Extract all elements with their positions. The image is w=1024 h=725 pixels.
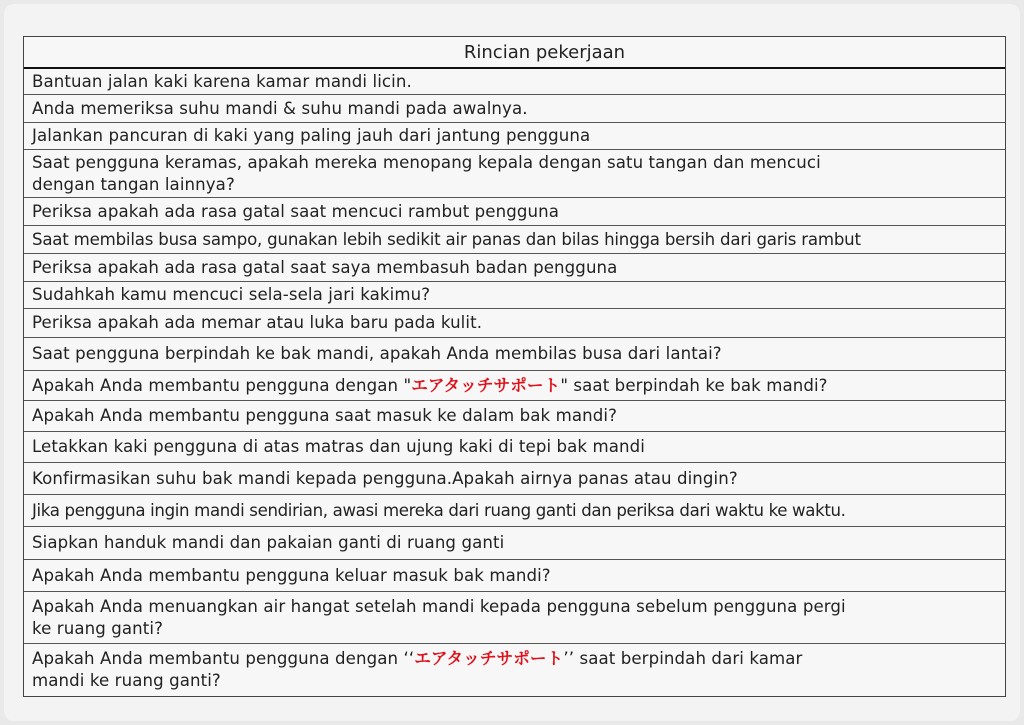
table-row xyxy=(24,282,1005,309)
row-text: Konfirmasikan suhu bak mandi kepada pengguna.Apakah airnya panas atau dingin? xyxy=(32,468,738,488)
table-row xyxy=(24,495,1005,527)
table-row xyxy=(24,463,1005,495)
table-row xyxy=(24,123,1005,150)
table-row xyxy=(24,401,1005,432)
row-text: Apakah Anda membantu pengguna keluar masuk bak mandi? xyxy=(32,565,551,585)
table-row xyxy=(24,254,1005,282)
table-row xyxy=(24,371,1005,401)
row-text: Periksa apakah ada memar atau luka baru pada kulit. xyxy=(32,313,483,332)
table-row xyxy=(24,309,1005,338)
table-row xyxy=(24,69,1005,95)
row-text: Anda memeriksa suhu mandi & suhu mandi pada awalnya. xyxy=(32,98,528,118)
row-text: Letakkan kaki pengguna di atas matras dan ujung kaki di tepi bak mandi xyxy=(32,437,646,456)
table-header: Rincian pekerjaan xyxy=(24,37,1005,69)
row-text: Jika pengguna ingin mandi sendirian, awasi mereka dari ruang ganti dan periksa dari waktu ke waktu. xyxy=(32,500,846,520)
task-checklist-table xyxy=(23,36,1006,697)
row-text: Saat pengguna berpindah ke bak mandi, apakah Anda membilas busa dari lantai? xyxy=(32,344,722,363)
table-row xyxy=(24,150,1005,198)
row-text-post: ’’ saat berpindah dari kamar xyxy=(563,649,803,668)
row-text-line-2: ke ruang ganti? xyxy=(32,618,163,638)
table-row xyxy=(24,592,1005,644)
row-text-line-2: mandi ke ruang ganti? xyxy=(32,671,221,690)
table-row xyxy=(24,432,1005,463)
table-row xyxy=(24,198,1005,226)
air-touch-support-label: エアタッチサポート xyxy=(414,649,564,668)
row-text: Apakah Anda membantu pengguna saat masuk ke dalam bak mandi? xyxy=(32,406,617,425)
row-text: Siapkan handuk mandi dan pakaian ganti di ruang ganti xyxy=(32,533,505,552)
row-text-pre: Apakah Anda membantu pengguna dengan ‘‘ xyxy=(32,649,415,668)
row-text-line-1: Saat pengguna keramas, apakah mereka menopang kepala dengan satu tangan dan mencuci xyxy=(32,152,821,172)
row-text: Periksa apakah ada rasa gatal saat saya membasuh badan pengguna xyxy=(32,257,618,277)
table-row xyxy=(24,527,1005,560)
content-panel xyxy=(4,4,1020,721)
row-text: Periksa apakah ada rasa gatal saat mencuci rambut pengguna xyxy=(32,201,560,221)
row-text-pre: Apakah Anda membantu pengguna dengan " xyxy=(32,375,412,395)
row-text: Sudahkah kamu mencuci sela-sela jari kakimu? xyxy=(32,285,431,304)
table-row xyxy=(24,560,1005,592)
row-text: Jalankan pancuran di kaki yang paling jauh dari jantung pengguna xyxy=(32,126,591,145)
table-row xyxy=(24,644,1005,696)
table-row xyxy=(24,226,1005,254)
table-row xyxy=(24,338,1005,371)
row-text-line-2: dengan tangan lainnya? xyxy=(32,174,235,194)
row-text-line-1: Apakah Anda menuangkan air hangat setelah mandi kepada pengguna sebelum pengguna pergi xyxy=(32,596,846,616)
table-row xyxy=(24,95,1005,123)
air-touch-support-label: エアタッチサポート xyxy=(411,375,561,395)
row-text: Saat membilas busa sampo, gunakan lebih sedikit air panas dan bilas hingga bersih dari garis rambut xyxy=(32,229,861,249)
row-text: Bantuan jalan kaki karena kamar mandi licin. xyxy=(32,71,412,91)
row-text-post: " saat berpindah ke bak mandi? xyxy=(560,375,828,395)
